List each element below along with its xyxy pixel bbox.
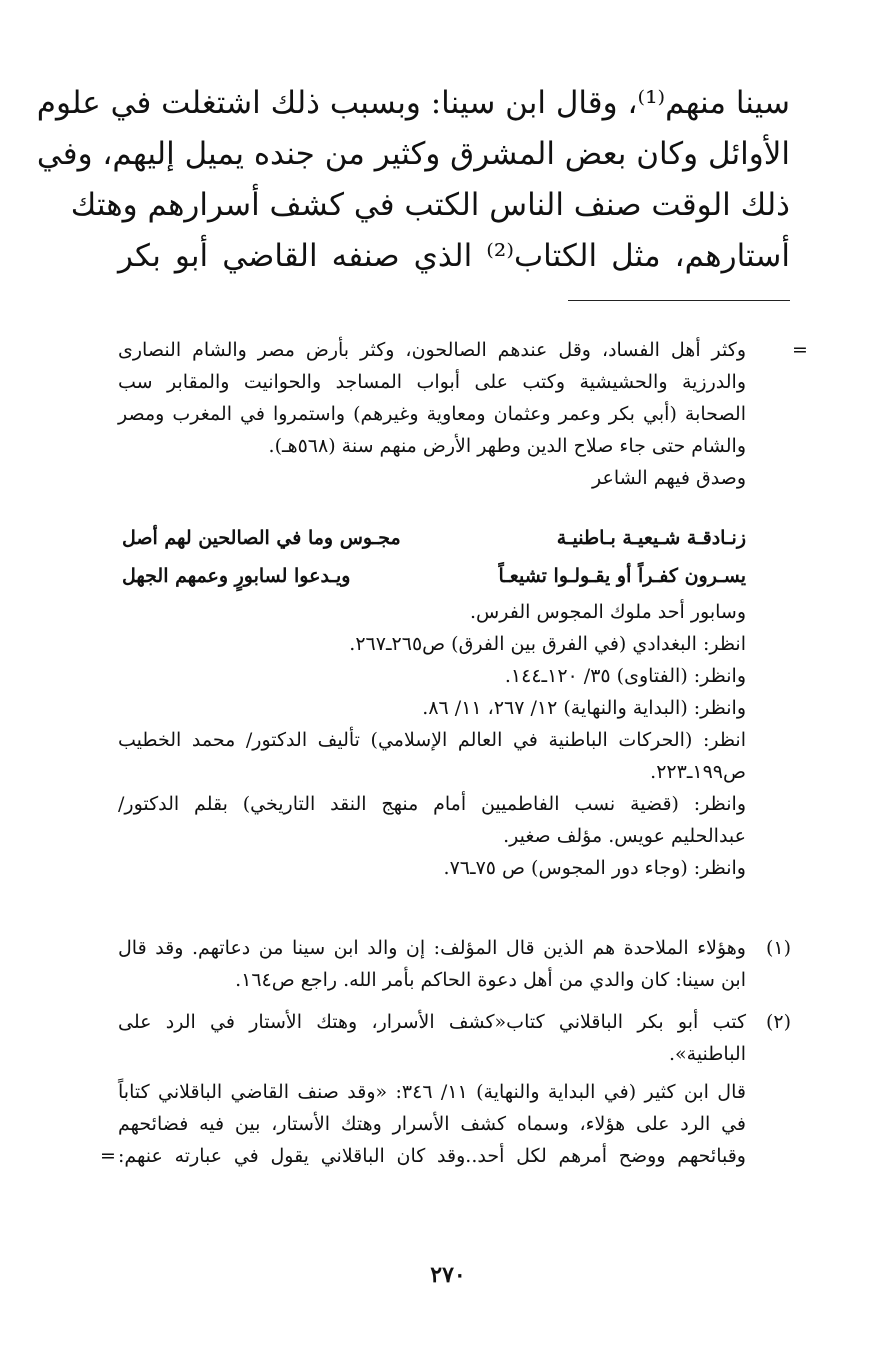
footnote-line: وسابور أحد ملوك المجوس الفرس. — [470, 601, 746, 623]
footnote-line: وانظر: (وجاء دور المجوس) ص ٧٥ـ٧٦. — [443, 857, 746, 879]
footnote-line: وانظر: (الفتاوى) ٣٥/ ١٢٠ـ١٤٤. — [504, 665, 746, 687]
footnote-line: وصدق فيهم الشاعر — [592, 467, 746, 489]
continuation-mark: = — [792, 339, 808, 361]
main-line: الأوائل وكان بعض المشرق وكثير من جنده يميل إليهم، وفي — [36, 136, 790, 172]
footnote-marker: (١) — [766, 937, 792, 959]
verse-first-hemistich: زنـادقـة شـيعيـة بـاطنيـة — [556, 527, 746, 549]
footnote-line: وكثر أهل الفساد، وقل عندهم الصالحون، وكثر بأرض مصر والشام النصارى — [118, 339, 746, 361]
footnote-line: الصحابة (أبي بكر وعمر وعثمان ومعاوية وغيرهم) واستمروا في المغرب ومصر — [118, 403, 746, 425]
page-number: ٢٧٠ — [430, 1262, 466, 1288]
footnote-line: وقبائحهم ووضح أمرهم لكل أحد..وقد كان الباقلاني يقول في عبارته عنهم: — [118, 1145, 746, 1167]
footnote-line: الباطنية». — [668, 1043, 746, 1065]
footnote-1 — [118, 932, 746, 996]
footnote-line: وانظر: (البداية والنهاية) ١٢/ ٢٦٧، ١١/ ٨٦. — [422, 697, 746, 719]
footnote-line: في الرد على هؤلاء، وسماه كشف الأسرار وهتك الأستار، بين فيه فضائحهم — [118, 1113, 746, 1135]
main-line: سينا منهم⁽¹⁾، وقال ابن سينا: وبسبب ذلك اشتغلت في علوم — [36, 85, 790, 121]
verse-second-hemistich: ويـدعوا لسابورٍ وعمهم الجهل — [122, 565, 351, 587]
verse-second-hemistich: مجـوس وما في الصالحين لهم أصل — [122, 527, 401, 549]
footnote-separator — [568, 300, 790, 301]
footnote-line: وهؤلاء الملاحدة هم الذين قال المؤلف: إن والد ابن سينا من دعاتهم. وقد قال — [118, 937, 746, 959]
footnote-line: قال ابن كثير (في البداية والنهاية) ١١/ ٣٤٦: «وقد صنف القاضي الباقلاني كتاباً — [118, 1081, 746, 1103]
footnote-line: ابن سينا: كان والدي من أهل دعوة الحاكم بأمر الله. راجع ص١٦٤. — [235, 969, 746, 991]
footnote-line: انظر: البغدادي (في الفرق بين الفرق) ص٢٦٥ـ٢٦٧. — [349, 633, 746, 655]
footnote-line: كتب أبو بكر الباقلاني كتاب«كشف الأسرار، وهتك الأستار في الرد على — [118, 1011, 746, 1033]
footnote-continuation — [118, 334, 746, 494]
footnote-marker: (٢) — [766, 1011, 792, 1033]
footnote-line: عبدالحليم عويس. مؤلف صغير. — [503, 825, 746, 847]
footnote-line: والدرزية والحشيشية وكتب على أبواب المساجد والحوانيت والمقابر سب — [118, 371, 746, 393]
verse-first-hemistich: يسـرون كفـراً أو يقـولـوا تشيعـاً — [498, 565, 746, 587]
footnote-line: والشام حتى جاء صلاح الدين وطهر الأرض منهم سنة (٥٦٨هـ). — [268, 435, 746, 457]
footnote-line: وانظر: (قضية نسب الفاطميين أمام منهج النقد التاريخي) بقلم الدكتور/ — [118, 793, 746, 815]
main-line: ذلك الوقت صنف الناس الكتب في كشف أسرارهم وهتك — [70, 187, 790, 223]
footnote-references — [118, 596, 746, 884]
footnote-2 — [118, 1006, 746, 1172]
footnote-line: انظر: (الحركات الباطنية في العالم الإسلامي) تأليف الدكتور/ محمد الخطيب — [118, 729, 746, 751]
end-continuation-mark: = — [100, 1145, 116, 1167]
main-text — [36, 78, 790, 282]
footnote-line: ص١٩٩ـ٢٢٣. — [650, 761, 746, 783]
main-line: أستارهم، مثل الكتاب⁽²⁾ الذي صنفه القاضي أبو بكر — [118, 238, 790, 274]
